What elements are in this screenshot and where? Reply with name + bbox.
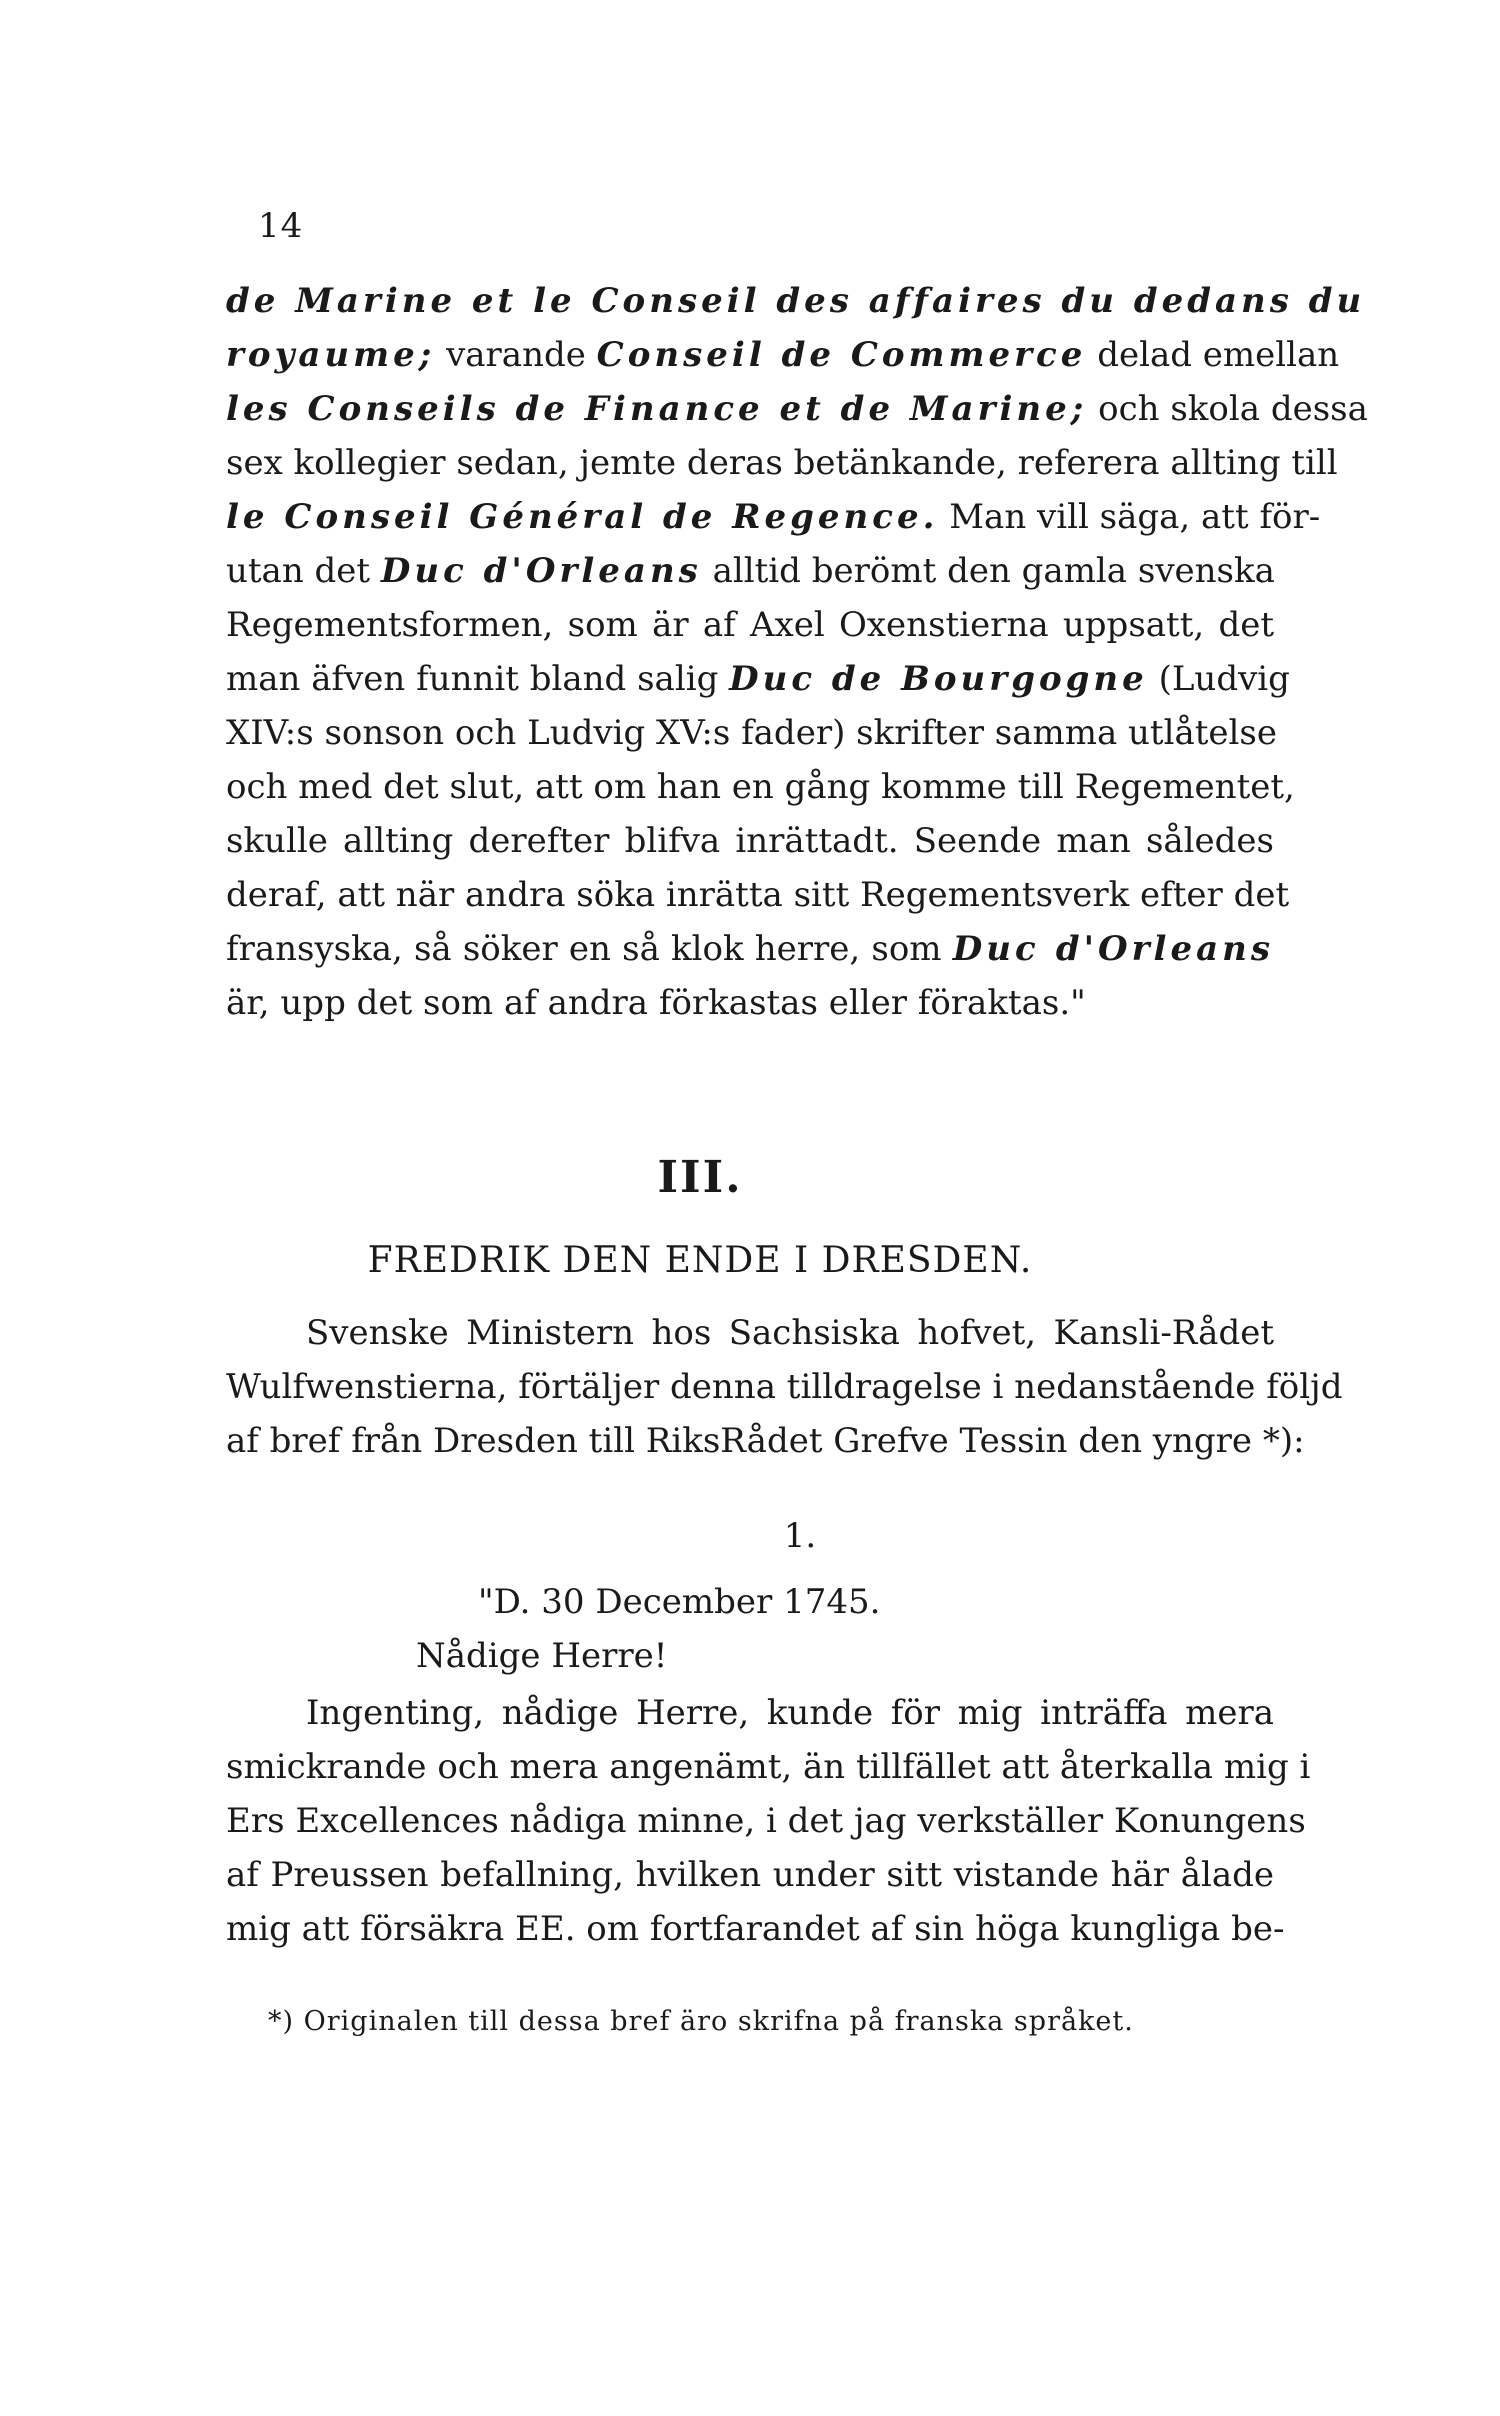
letter-salutation: Nådige Herre!	[416, 1636, 668, 1676]
letter-line: af Preussen befallning, hvilken under sitt vistande här ålade	[226, 1855, 1274, 1895]
letter-line: smickrande och mera angenämt, än tillfället att återkalla mig i	[226, 1747, 1311, 1787]
letter-date: "D. 30 December 1745.	[478, 1582, 881, 1622]
intro-line: Svenske Ministern hos Sachsiska hofvet, Kansli-Rådet	[306, 1313, 1274, 1353]
paragraph-line	[226, 706, 1277, 760]
text-run: är, upp det som af andra förkastas eller föraktas."	[226, 983, 1086, 1023]
intro-line: af bref från Dresden till RiksRådet Grefve Tessin den yngre *):	[226, 1421, 1305, 1461]
text-run: och med det slut, att om han en gång komme till Regementet,	[226, 767, 1295, 807]
italic-phrase: Duc de Bourgogne	[729, 659, 1148, 699]
paragraph-line	[226, 328, 1340, 382]
italic-phrase: royaume;	[226, 335, 436, 375]
italic-phrase: de Marine et le Conseil des affaires du dedans du	[226, 281, 1366, 321]
letter-line: Ers Excellences nådiga minne, i det jag verkställer Konungens	[226, 1801, 1306, 1841]
paragraph-line	[226, 490, 1321, 544]
paragraph-line	[226, 436, 1338, 490]
letter-body	[226, 1686, 1311, 1956]
paragraph-line	[226, 814, 1274, 868]
text-run: varande	[435, 335, 597, 375]
text-run: sex kollegier sedan, jemte deras betänkande, referera allting till	[226, 443, 1338, 483]
text-run: Man vill säga, att för-	[938, 497, 1321, 537]
italic-phrase: le Conseil Général de Regence.	[226, 497, 939, 537]
text-run: utan det	[226, 551, 381, 591]
paragraph-line	[226, 274, 1366, 328]
text-run: fransyska, så söker en så klok herre, som	[226, 929, 953, 969]
text-run: man äfven funnit bland salig	[226, 659, 730, 699]
italic-phrase: Duc d'Orleans	[380, 551, 702, 591]
paragraph-continuation	[226, 274, 1368, 1030]
footnote: *) Originalen till dessa bref äro skrifna på franska språket.	[268, 2006, 1134, 2037]
text-run: Regementsformen, som är af Axel Oxenstierna uppsatt, det	[226, 605, 1274, 645]
page-number: 14	[258, 206, 304, 246]
text-run: deraf, att när andra söka inrätta sitt Regementsverk efter det	[226, 875, 1290, 915]
paragraph-line	[226, 760, 1295, 814]
text-run: och skola dessa	[1087, 389, 1368, 429]
paragraph-line	[226, 382, 1368, 436]
paragraph-line	[226, 652, 1290, 706]
section-title: FREDRIK DEN ENDE I DRESDEN.	[367, 1240, 1033, 1281]
text-run: delad emellan	[1086, 335, 1340, 375]
text-run: skulle allting derefter blifva inrättadt. Seende man således	[226, 821, 1274, 861]
letter-line: Ingenting, nådige Herre, kunde för mig inträffa mera	[306, 1693, 1274, 1733]
text-run: alltid berömt den gamla svenska	[701, 551, 1275, 591]
intro-paragraph	[226, 1306, 1343, 1468]
section-number: III.	[657, 1152, 743, 1203]
paragraph-line	[226, 598, 1274, 652]
paragraph-line	[226, 976, 1274, 1030]
letter-number: 1.	[783, 1516, 817, 1556]
text-run: (Ludvig	[1147, 659, 1290, 699]
letter-line: mig att försäkra EE. om fortfarandet af sin höga kungliga be-	[226, 1909, 1285, 1949]
italic-phrase: Conseil de Commerce	[596, 335, 1087, 375]
italic-phrase: Duc d'Orleans	[952, 929, 1274, 969]
italic-phrase: les Conseils de Finance et de Marine;	[226, 389, 1088, 429]
text-run: XIV:s sonson och Ludvig XV:s fader) skrifter samma utlåtelse	[226, 713, 1277, 753]
paragraph-line	[226, 868, 1290, 922]
paragraph-line	[226, 922, 1274, 976]
intro-line: Wulfwenstierna, förtäljer denna tilldragelse i nedanstående följd	[226, 1367, 1343, 1407]
paragraph-line	[226, 544, 1274, 598]
